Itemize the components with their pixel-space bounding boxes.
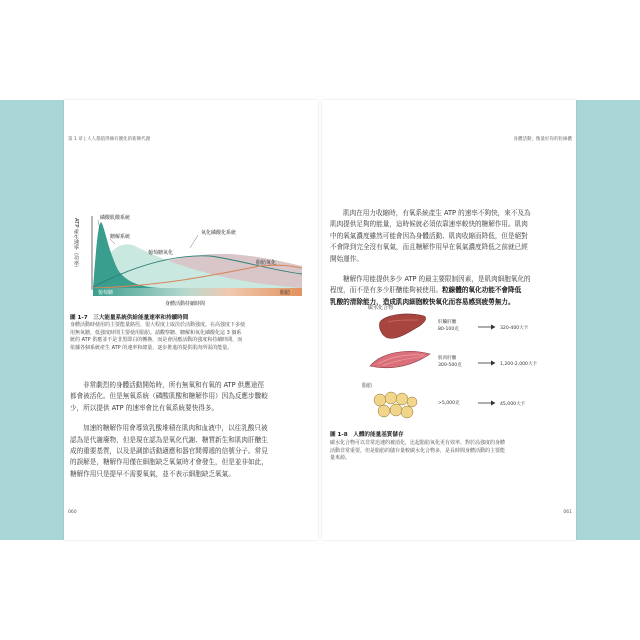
left-body-text (70, 380, 314, 489)
left-paragraph-1: 非常劇烈的身體活動開始時，所有無氧和有氧的 ATP 供應途徑 都會被活化。但是無氧系統（磷酸肌酸和糖解作用）因為反應步驟較 少，所以提供 ATP 的速率會比有氧系統要快得多。 (70, 381, 268, 412)
glucose-oxidation-label: 葡萄糖氧化 (148, 250, 174, 256)
left-page (64, 100, 318, 540)
right-edge-tab (576, 100, 640, 540)
fuel-bar (93, 288, 302, 296)
glycolytic-system-label: 糖解系統 (110, 234, 131, 240)
caption-line: 碳水化合物可以非常迅速的被消化，比起脂肪氧化更有效率。對於高強度的身體 (330, 440, 506, 446)
caption-line: 統的 ATP 供應並不是非黑即白的轉換，而是會因應活動的強度和持續時間，而 (70, 337, 243, 344)
y-axis-label: ATP 產生速率（功率） (73, 218, 79, 271)
right-page (322, 100, 576, 540)
fat-cells-icon (372, 390, 418, 420)
arrow-icon (478, 360, 496, 366)
x-axis-label: 身體活動持續時間 (165, 301, 206, 307)
figure-1-8-caption-title: 圖 1-8 人體的能量基質儲存 (330, 432, 404, 438)
bold-phrase: 粒線體的氧化功能不會降低 (442, 286, 522, 295)
fuel-glucose-label: 葡萄糖 (98, 290, 114, 296)
right-running-head: 身體活動，衡量好你的粒線體 (513, 137, 572, 142)
fuel-fat-label: 脂肪 (280, 290, 291, 296)
muscle-icon (368, 348, 432, 374)
right-page-number: 061 (563, 510, 572, 515)
caption-line: 依據各個系統產生 ATP 的速率和總量，逐步推進的提供肌肉所需的能量。 (70, 345, 233, 352)
pcr-system-label: 磷酸肌酸系統 (100, 215, 131, 221)
left-running-head: 第 1 章 | 人人都值得擁有優化的新陳代謝 (68, 137, 151, 142)
arrow-icon (478, 400, 496, 406)
right-paragraph-2: 糖解作用能提供多少 ATP 的最主要限制因素，是肌肉細胞氧化的 程度，而不是有多少肝醣能夠被使用。粒線體的氧化功能不會降低 乳酸的清除能力，造成肌肉細胞較快氧化而容易感到疲勞無力。 (330, 275, 531, 306)
liver-icon (378, 312, 428, 344)
figure-1-7-caption-title: 圖 1-7 三大能量系統供給能量速率和持續時間 (70, 315, 189, 321)
fat-oxidation-label: 脂肪氧化 (256, 260, 277, 266)
caption-line: 用無氧糖，低強度時則主要使用脂肪。請觀察糖、糖解和氧化磷酸化這 3 個系 (70, 329, 242, 336)
oxidative-system-label: 氧化磷酸化系統 (201, 230, 237, 236)
left-page-number: 060 (68, 510, 77, 515)
muscle-glycogen-label: 肌肉肝醣 300-500克 (438, 356, 462, 368)
liver-glycogen-label: 肝臟肝醣 80-100克 (438, 320, 459, 332)
fat-amount: >5,000克 (438, 401, 460, 406)
muscle-kcal: 1,200-2,000大卡 (500, 362, 538, 367)
fat-kcal: 45,000大卡 (500, 402, 526, 407)
caption-line: 活動非常重要，但是脂肪的儲存量較碳水化合物多，是長時間身體活動的主要能 (330, 447, 506, 454)
arrow-icon (478, 324, 496, 330)
left-paragraph-2: 加速的糖解作用會導致乳酸堆積在肌肉和血液中，以往乳酸只被 認為是代謝廢物，但是現在認為是氧化代謝、糖質新生和肌肉肝醣生 成的重要基質，以及是調節活動適應和器官間傳遞的信號分子。常見 的誤解是，糖解作用僅在細胞缺乏氧氣時才會發生，但是並非如此， 糖解作用只是提早不需要氧氣，並不表示細胞缺乏氧氣。 (70, 424, 268, 478)
caption-line: 量來源。 (330, 455, 351, 462)
left-edge-tab (0, 100, 64, 540)
liver-kcal: 320-400大卡 (500, 326, 529, 331)
fat-label: 脂肪 (362, 383, 373, 389)
caption-line: 身體活動時使用的主要能量路徑，很大程度上取決於活動強度。在高強度下多使 (70, 322, 246, 328)
figure-1-7-caption-text (70, 322, 310, 353)
bold-phrase: 乳酸的清除能力，造成肌肉細胞較快氧化而容易感到疲勞無力。 (330, 297, 515, 306)
energy-systems-chart (70, 210, 302, 310)
carbohydrate-label: 碳水化合物 (368, 305, 394, 311)
right-body-text (330, 208, 574, 317)
figure-1-8-caption-text (330, 440, 574, 463)
right-paragraph-1: 肌肉在用力收縮時，有氧系統產生 ATP 的速率不夠快，來不及為 肌肉提供足夠的能量，這時候就必須依靠速率較快的糖解作用。肌肉 中的氧氣濃度雖然可能會因為身體活動、肌肉收縮而降低，但是絕對 不會降到完全沒有氧氣，而且糖解作用早在氧氣濃度降低之前就已經 開始運作。 (330, 209, 531, 263)
